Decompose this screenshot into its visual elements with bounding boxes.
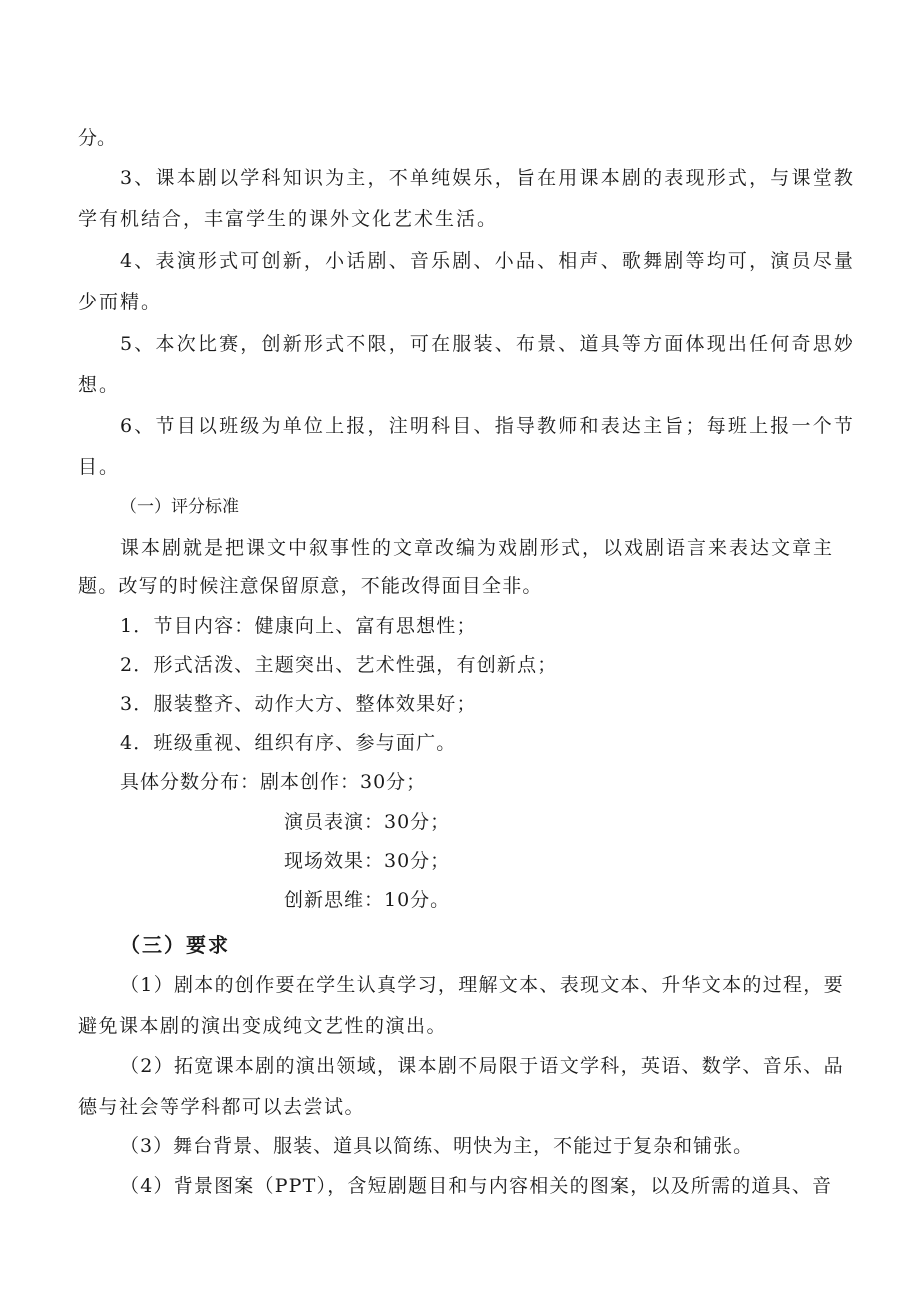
text-line: 课本剧就是把课文中叙事性的文章改编为戏剧形式，以戏剧语言来表达文章主 (120, 537, 835, 559)
score-line: 创新思维：10分。 (284, 889, 451, 911)
text-line: 目。 (78, 456, 121, 478)
section-heading: （三）要求 (120, 933, 230, 957)
text-line: 题。改写的时候注意保留原意，不能改得面目全非。 (78, 575, 543, 597)
list-item: 3．服装整齐、动作大方、整体效果好； (120, 693, 477, 715)
text-line: （4）背景图案（PPT），含短剧题目和与内容相关的图案，以及所需的道具、音 (120, 1175, 833, 1197)
text-line: （1）剧本的创作要在学生认真学习，理解文本、表现文本、升华文本的过程，要 (120, 974, 844, 996)
text-line: 避免课本剧的演出变成纯文艺性的演出。 (78, 1015, 448, 1037)
text-line: 分。 (78, 127, 117, 149)
text-line: 学有机结合，丰富学生的课外文化艺术生活。 (78, 208, 499, 230)
text-line: 3、课本剧以学科知识为主，不单纯娱乐，旨在用课本剧的表现形式，与课堂教 (120, 167, 856, 189)
score-line: 演员表演：30分； (284, 811, 451, 833)
text-line: 6、节目以班级为单位上报，注明科目、指导教师和表达主旨；每班上报一个节 (120, 415, 856, 437)
list-item: 1．节目内容：健康向上、富有思想性； (120, 615, 477, 637)
list-item: 4．班级重视、组织有序、参与面广。 (120, 732, 457, 754)
section-heading: （一）评分标准 (120, 497, 239, 517)
text-line: （3）舞台背景、服装、道具以简练、明快为主，不能过于复杂和铺张。 (120, 1135, 754, 1157)
text-line: 5、本次比赛，创新形式不限，可在服装、布景、道具等方面体现出任何奇思妙 (120, 333, 856, 355)
text-line: 少而精。 (78, 291, 163, 313)
text-line: 想。 (78, 374, 121, 396)
text-line: （2）拓宽课本剧的演出领域，课本剧不局限于语文学科，英语、数学、音乐、品 (120, 1055, 844, 1077)
text-line: 德与社会等学科都可以去尝试。 (78, 1096, 366, 1118)
score-line: 具体分数分布：剧本创作：30分； (120, 771, 427, 793)
score-line: 现场效果：30分； (284, 850, 451, 872)
list-item: 2．形式活泼、主题突出、艺术性强，有创新点； (120, 654, 558, 676)
text-line: 4、表演形式可创新，小话剧、音乐剧、小品、相声、歌舞剧等均可，演员尽量 (120, 250, 856, 272)
